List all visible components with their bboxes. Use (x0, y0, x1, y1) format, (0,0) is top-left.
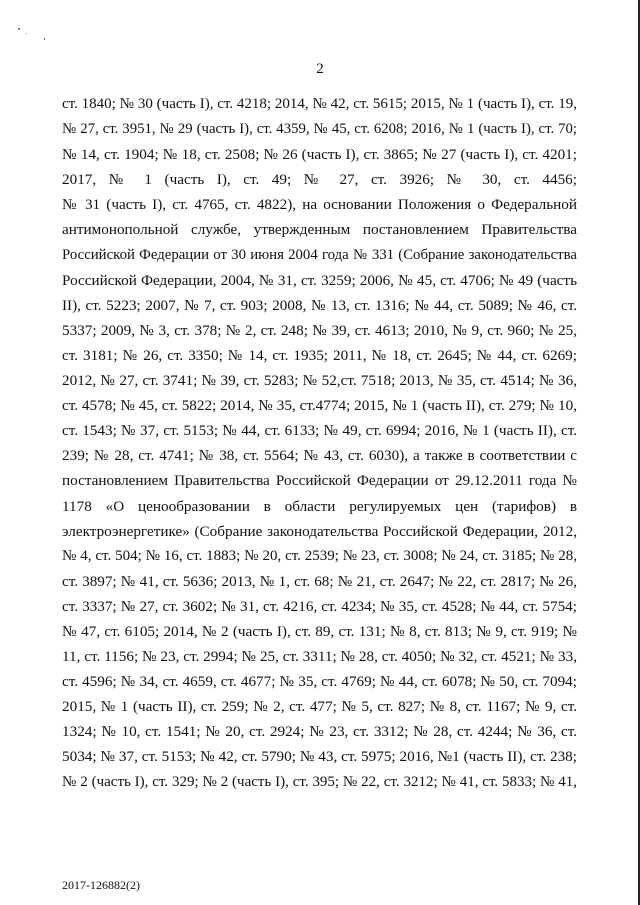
text-line: № 31 (часть I), ст. 4765, ст. 4822), на основании Положения о Федеральной (62, 196, 577, 214)
document-id: 2017-126882(2) (62, 878, 140, 892)
scan-speck (18, 28, 20, 30)
text-line: № 4, ст. 504; № 16, ст. 1883; № 20, ст. 2539; № 23, ст. 3008; № 24, ст. 3185; № 28, (62, 547, 577, 564)
text-line: № 14, ст. 1904; № 18, ст. 2508; № 26 (часть I), ст. 3865; № 27 (часть I), ст. 4201; (62, 146, 577, 164)
text-line: № 47, ст. 6105; 2014, № 2 (часть I), ст. 89, ст. 131; № 8, ст. 813; № 9, ст. 919; № (62, 622, 577, 640)
text-line: ст. 3897; № 41, ст. 5636; 2013, № 1, ст. 68; № 21, ст. 2647; № 22, ст. 2817; № 26, (62, 572, 577, 590)
page-number: 2 (316, 61, 324, 77)
text-line: № 2 (часть I), ст. 329; № 2 (часть I), ст. 395; № 22, ст. 3212; № 41, ст. 5833; № 41, (62, 773, 577, 790)
text-line: 5337; 2009, № 3, ст. 378; № 2, ст. 248; № 39, ст. 4613; 2010, № 9, ст. 960; № 25, (62, 321, 577, 339)
body-text (62, 92, 577, 795)
text-line: 1324; № 10, ст. 1541; № 20, ст. 2924; № 23, ст. 3312; № 28, ст. 4244; № 36, ст. (62, 723, 577, 741)
text-line: ст. 4596; № 34, ст. 4659, ст. 4677; № 35, ст. 4769; № 44, ст. 6078; № 50, ст. 7094; (62, 673, 577, 691)
text-line: 11, ст. 1156; № 23, ст. 2994; № 25, ст. 3311; № 28, ст. 4050; № 32, ст. 4521; № 33, (62, 648, 577, 666)
text-line: ст. 3337; № 27, ст. 3602; № 31, ст. 4216, ст. 4234; № 35, ст. 4528; № 44, ст. 5754; (62, 597, 577, 615)
text-line: 2015, № 1 (часть II), ст. 259; № 2, ст. 477; № 5, ст. 827; № 8, ст. 1167; № 9, ст. (62, 698, 577, 716)
text-line: № 27, ст. 3951, № 29 (часть I), ст. 4359, № 45, ст. 6208; 2016, № 1 (часть I), ст. 70; (62, 121, 577, 138)
text-line: II), ст. 5223; 2007, № 7, ст. 903; 2008, № 13, ст. 1316; № 44, ст. 5089; № 46, ст. (62, 296, 577, 314)
text-line: 239; № 28, ст. 4741; № 38, ст. 5564; № 43, ст. 6030), а также в соответствии с (62, 447, 577, 465)
text-line: Российской Федерации от 30 июня 2004 года № 331 (Собрание законодательства (62, 246, 577, 263)
text-line: 1178 «О ценообразовании в области регулируемых цен (тарифов) в (62, 497, 577, 515)
text-line: ст. 1840; № 30 (часть I), ст. 4218; 2014, № 42, ст. 5615; 2015, № 1 (часть I), ст. 19, (62, 96, 577, 112)
text-line: 2017, № 1 (часть I), ст. 49; № 27, ст. 3926; № 30, ст. 4456; (62, 171, 577, 189)
scan-speck (26, 33, 27, 34)
text-line: 2012, № 27, ст. 3741; № 39, ст. 5283; № 52,ст. 7518; 2013, № 35, ст. 4514; № 36, (62, 372, 577, 390)
text-line: ст. 4578; № 45, ст. 5822; 2014, № 35, ст.4774; 2015, № 1 (часть II), ст. 279; № 10, (62, 397, 577, 415)
text-line: антимонопольной службе, утвержденным постановлением Правительства (62, 221, 577, 239)
text-line: электроэнергетике» (Собрание законодательства Российской Федерации, 2012, (62, 522, 577, 540)
text-line: ст. 3181; № 26, ст. 3350; № 14, ст. 1935; 2011, № 18, ст. 2645; № 44, ст. 6269; (62, 346, 577, 364)
text-line: ст. 1543; № 37, ст. 5153; № 44, ст. 6133; № 49, ст. 6994; 2016, № 1 (часть II), ст. (62, 422, 577, 440)
text-line: постановлением Правительства Российской Федерации от 29.12.2011 года № (62, 472, 577, 490)
scan-speck (44, 38, 45, 40)
text-line: 5034; № 37, ст. 5153; № 42, ст. 5790; № 43, ст. 5975; 2016, №1 (часть II), ст. 238; (62, 748, 577, 766)
text-line: Российской Федерации, 2004, № 31, ст. 3259; 2006, № 45, ст. 4706; № 49 (часть (62, 271, 577, 289)
